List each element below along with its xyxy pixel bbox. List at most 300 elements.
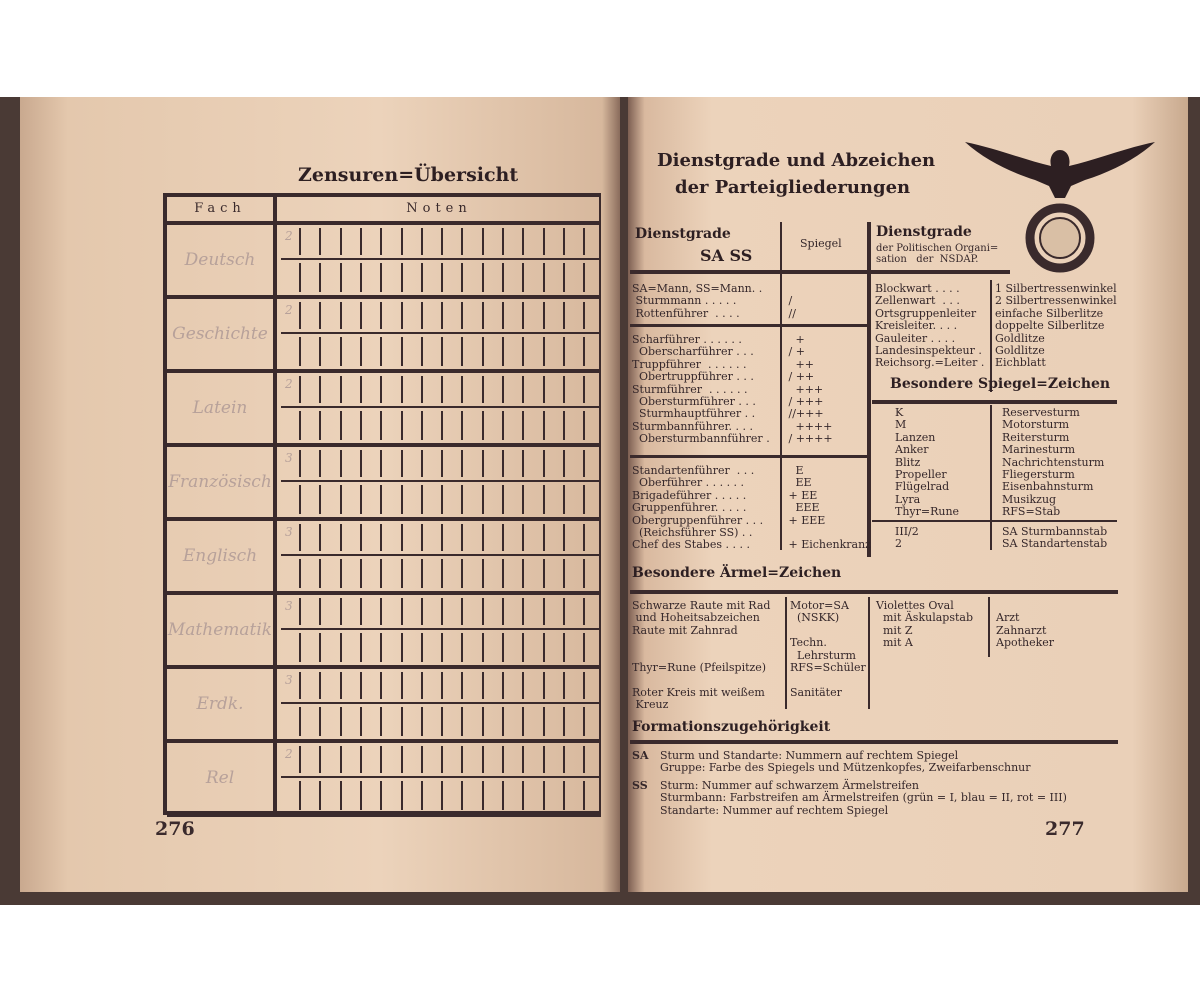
grade-cells[interactable] <box>281 704 601 739</box>
grade-cell-divider <box>563 746 565 773</box>
grade-cell-divider <box>482 376 484 403</box>
grades-title: Zensuren=Übersicht <box>298 164 519 186</box>
grade-cells[interactable] <box>281 260 601 295</box>
insignia-title-line2: der Parteigliederungen <box>675 177 911 198</box>
grade-cell-divider <box>340 228 342 255</box>
sa-ranks-group-3: Standartenführer . . . Oberführer . . . . . . Brigadeführer . . . . . Gruppenführer. . . . . Obergruppenführer . . . (Reichsführer SS) . . Chef des Stabes . . . . <box>632 464 764 552</box>
grade-cell-divider <box>319 781 321 810</box>
grade-cell-divider <box>421 707 423 736</box>
grade-cell-divider <box>522 263 524 292</box>
grade-cell-divider <box>360 263 362 292</box>
grade-cell-divider <box>380 559 382 588</box>
grade-cell-divider <box>360 228 362 255</box>
grade-cell-divider <box>360 337 362 366</box>
grade-cell-divider <box>563 337 565 366</box>
sleeve-heading: Besondere Ärmel=Zeichen <box>632 565 842 581</box>
grade-cell-divider <box>380 598 382 625</box>
insignia-title-line1: Dienstgrade und Abzeichen <box>657 150 936 171</box>
grade-cell-divider <box>360 524 362 551</box>
subject-row <box>167 447 601 521</box>
grade-cell-divider <box>482 485 484 514</box>
grade-cell-divider <box>522 485 524 514</box>
grade-cell-divider <box>543 707 545 736</box>
grade-cell-divider <box>319 524 321 551</box>
spiegel-header: Spiegel <box>800 237 842 250</box>
grade-cell-divider <box>563 450 565 477</box>
grade-cell-divider <box>380 781 382 810</box>
grade-value: 2 <box>285 229 293 243</box>
grade-cell-divider <box>340 746 342 773</box>
grade-cell-divider <box>380 485 382 514</box>
formation-ss-label: SS <box>632 779 648 792</box>
grade-cell-divider <box>299 633 301 662</box>
grade-cell-divider <box>380 707 382 736</box>
subject-row <box>167 225 601 299</box>
grade-cell-divider <box>522 376 524 403</box>
grade-cell-divider <box>421 450 423 477</box>
grade-cell-divider <box>401 781 403 810</box>
sa-header-rule <box>630 270 868 274</box>
grade-cell-divider <box>360 485 362 514</box>
grade-cell-divider <box>522 672 524 699</box>
grade-cell-divider <box>319 672 321 699</box>
grade-cell-divider <box>421 559 423 588</box>
grade-cell-divider <box>421 376 423 403</box>
grade-cell-divider <box>319 633 321 662</box>
staff-signs: III/2 2 <box>895 525 919 551</box>
grade-cell-divider <box>583 746 585 773</box>
grade-cell-divider <box>299 524 301 551</box>
grade-cell-divider <box>380 450 382 477</box>
grade-cell-divider <box>502 450 504 477</box>
grade-cell-divider <box>543 411 545 440</box>
grade-cell-divider <box>441 485 443 514</box>
grade-value: 2 <box>285 747 293 761</box>
grade-cell-divider <box>502 633 504 662</box>
grade-cell-divider <box>543 450 545 477</box>
grade-cells[interactable] <box>281 447 601 482</box>
sa-spiegel-group-1: / // <box>788 294 796 320</box>
grade-cells[interactable] <box>281 743 601 778</box>
grade-cell-divider <box>401 302 403 329</box>
grade-cell-divider <box>360 302 362 329</box>
grade-cell-divider <box>299 746 301 773</box>
grade-cell-divider <box>482 746 484 773</box>
grade-cell-divider <box>522 450 524 477</box>
grade-cells[interactable] <box>281 630 601 665</box>
grade-cell-divider <box>583 559 585 588</box>
grade-cell-divider <box>340 411 342 440</box>
grade-cell-divider <box>401 485 403 514</box>
sleeve-col-4: Arzt Zahnarzt Apotheker <box>996 611 1055 650</box>
grade-cell-divider <box>583 411 585 440</box>
sa-spiegel-group-3: E EE + EE EEE + EEE + Eichenkranz <box>788 464 871 552</box>
grade-cell-divider <box>461 598 463 625</box>
grade-cell-divider <box>360 633 362 662</box>
grade-cell-divider <box>563 672 565 699</box>
grade-cell-divider <box>401 263 403 292</box>
grade-cell-divider <box>299 559 301 588</box>
grade-cell-divider <box>502 559 504 588</box>
grade-cells[interactable] <box>281 556 601 591</box>
subject-name: Geschichte <box>167 299 277 369</box>
grade-cells[interactable] <box>281 521 601 556</box>
subject-name: Latein <box>167 373 277 443</box>
grade-cell-divider <box>563 376 565 403</box>
grade-cell-divider <box>441 707 443 736</box>
grade-cells[interactable] <box>281 225 601 260</box>
spiegel-signs-rule <box>990 405 992 550</box>
grade-cell-divider <box>340 376 342 403</box>
grade-cell-divider <box>340 633 342 662</box>
grade-cell-divider <box>441 524 443 551</box>
grades-table <box>163 193 601 815</box>
subject-row <box>167 743 601 817</box>
grade-cell-divider <box>441 302 443 329</box>
grade-cell-divider <box>380 524 382 551</box>
grade-cell-divider <box>583 707 585 736</box>
grade-cell-divider <box>401 228 403 255</box>
grade-cell-divider <box>502 302 504 329</box>
grade-cell-divider <box>461 746 463 773</box>
grade-cell-divider <box>401 598 403 625</box>
grade-cell-divider <box>401 672 403 699</box>
grade-value: 2 <box>285 377 293 391</box>
sleeve-col-1: Schwarze Raute mit Rad und Hoheitsabzeichen Raute mit Zahnrad Thyr=Rune (Pfeilspitze) Roter Kreis mit weißem Kreuz <box>632 599 771 712</box>
grade-cell-divider <box>522 228 524 255</box>
grade-value: 2 <box>285 303 293 317</box>
grade-cells[interactable] <box>281 334 601 369</box>
grade-cell-divider <box>563 228 565 255</box>
grade-cell-divider <box>441 411 443 440</box>
grade-cell-divider <box>482 450 484 477</box>
grade-value: 3 <box>285 599 293 613</box>
formation-sa-label: SA <box>632 749 649 762</box>
grade-cell-divider <box>583 450 585 477</box>
grade-cell-divider <box>583 485 585 514</box>
grade-cell-divider <box>502 228 504 255</box>
grade-cell-divider <box>502 598 504 625</box>
grade-cell-divider <box>482 633 484 662</box>
sleeve-col-rule-1 <box>785 597 787 709</box>
grade-cell-divider <box>319 376 321 403</box>
grade-cell-divider <box>360 376 362 403</box>
grade-cell-divider <box>583 781 585 810</box>
grade-cell-divider <box>543 672 545 699</box>
grade-cell-divider <box>522 707 524 736</box>
sleeve-col-3: Violettes Oval mit Äskulapstab mit Z mit A <box>876 599 973 650</box>
spiegel-meanings: Reservesturm Motorsturm Reitersturm Marinesturm Nachrichtensturm Fliegersturm Eisenbahnsturm Musikzug RFS=Stab <box>1002 406 1105 519</box>
subject-column-header: Fach <box>167 197 277 225</box>
grade-cell-divider <box>563 302 565 329</box>
grade-cell-divider <box>563 485 565 514</box>
spiegel-signs: K M Lanzen Anker Blitz Propeller Flügelrad Lyra Thyr=Rune <box>895 406 960 519</box>
grade-cell-divider <box>522 598 524 625</box>
grade-cell-divider <box>522 633 524 662</box>
grade-cell-divider <box>340 672 342 699</box>
grade-cell-divider <box>360 598 362 625</box>
sleeve-rule <box>630 590 1118 594</box>
grade-cell-divider <box>380 746 382 773</box>
grade-cells[interactable] <box>281 373 601 408</box>
grade-cell-divider <box>319 598 321 625</box>
grade-cell-divider <box>340 598 342 625</box>
grade-cell-divider <box>360 707 362 736</box>
grade-cell-divider <box>380 263 382 292</box>
grade-cell-divider <box>299 598 301 625</box>
grade-cell-divider <box>401 746 403 773</box>
grade-cell-divider <box>319 302 321 329</box>
grade-cell-divider <box>502 746 504 773</box>
grade-cell-divider <box>401 524 403 551</box>
grade-cell-divider <box>461 376 463 403</box>
grade-cell-divider <box>360 450 362 477</box>
grade-cell-divider <box>461 263 463 292</box>
grade-cell-divider <box>543 559 545 588</box>
grade-cell-divider <box>421 781 423 810</box>
grade-cell-divider <box>360 411 362 440</box>
grade-cells[interactable] <box>281 669 601 704</box>
subject-name: Französisch <box>167 447 277 517</box>
grade-cell-divider <box>461 781 463 810</box>
grades-column-header: Noten <box>277 197 601 225</box>
grade-cell-divider <box>522 746 524 773</box>
subject-name: Mathematik <box>167 595 277 665</box>
sa-section-rule-2 <box>630 455 868 458</box>
grade-cell-divider <box>340 524 342 551</box>
grade-cell-divider <box>543 524 545 551</box>
grade-cell-divider <box>522 524 524 551</box>
grade-cell-divider <box>461 485 463 514</box>
grade-cell-divider <box>319 337 321 366</box>
grade-cell-divider <box>421 633 423 662</box>
grade-cell-divider <box>421 524 423 551</box>
grade-cell-divider <box>482 263 484 292</box>
grade-cell-divider <box>299 411 301 440</box>
grade-cell-divider <box>380 672 382 699</box>
grade-cell-divider <box>502 524 504 551</box>
grade-cell-divider <box>340 263 342 292</box>
spiegel-heading: Besondere Spiegel=Zeichen <box>890 376 1111 392</box>
subject-row <box>167 299 601 373</box>
grade-cell-divider <box>461 524 463 551</box>
grade-value: 3 <box>285 673 293 687</box>
grade-cell-divider <box>299 485 301 514</box>
grade-cell-divider <box>421 746 423 773</box>
po-header-sub: der Politischen Organi= sation der NSDAP. <box>876 243 999 265</box>
grade-cell-divider <box>380 411 382 440</box>
grade-cell-divider <box>421 598 423 625</box>
grade-cell-divider <box>360 746 362 773</box>
sleeve-col-2: Motor=SA (NSKK) Techn. Lehrsturm RFS=Schüler Sanitäter <box>790 599 866 699</box>
grade-cell-divider <box>482 411 484 440</box>
grade-cell-divider <box>583 524 585 551</box>
subject-name: Erdk. <box>167 669 277 739</box>
grade-cell-divider <box>543 485 545 514</box>
grade-cell-divider <box>563 263 565 292</box>
grade-cell-divider <box>522 781 524 810</box>
sa-ss-header: SA SS <box>700 246 753 265</box>
grade-cell-divider <box>319 559 321 588</box>
grade-cell-divider <box>482 559 484 588</box>
subject-name: Englisch <box>167 521 277 591</box>
grade-cell-divider <box>563 633 565 662</box>
grade-cell-divider <box>583 302 585 329</box>
grade-cell-divider <box>543 376 545 403</box>
grade-cell-divider <box>360 781 362 810</box>
grade-cell-divider <box>502 376 504 403</box>
subject-row <box>167 595 601 669</box>
subject-row <box>167 669 601 743</box>
grade-cell-divider <box>421 672 423 699</box>
grade-cell-divider <box>340 302 342 329</box>
staff-rule <box>872 520 1117 522</box>
grade-cell-divider <box>340 450 342 477</box>
grade-cell-divider <box>421 485 423 514</box>
grade-cell-divider <box>340 559 342 588</box>
spiegel-heading-rule <box>872 400 1117 404</box>
grade-cell-divider <box>583 672 585 699</box>
grade-cell-divider <box>380 302 382 329</box>
grade-cell-divider <box>299 228 301 255</box>
grade-cell-divider <box>299 707 301 736</box>
po-ranks: Blockwart . . . . Zellenwart . . . Ortsgruppenleiter Kreisleiter. . . . Gauleiter . . . . Landesinspekteur . Reichsorg.=Leiter . <box>875 282 985 370</box>
grade-cell-divider <box>319 411 321 440</box>
grade-cell-divider <box>543 598 545 625</box>
grade-cell-divider <box>563 781 565 810</box>
sa-ranks-group-1: SA=Mann, SS=Mann. . Sturmmann . . . . . Rottenführer . . . . <box>632 282 763 320</box>
grade-cell-divider <box>340 781 342 810</box>
grade-cell-divider <box>319 450 321 477</box>
grade-cell-divider <box>482 524 484 551</box>
grade-cell-divider <box>441 228 443 255</box>
grade-cell-divider <box>522 559 524 588</box>
grade-cells[interactable] <box>281 408 601 443</box>
grade-cell-divider <box>502 411 504 440</box>
grade-cell-divider <box>401 376 403 403</box>
grade-cell-divider <box>543 633 545 662</box>
grade-cell-divider <box>299 781 301 810</box>
grade-cell-divider <box>340 707 342 736</box>
grade-cell-divider <box>482 781 484 810</box>
grade-cell-divider <box>441 337 443 366</box>
grade-cell-divider <box>441 450 443 477</box>
sleeve-col-rule-2 <box>868 597 870 709</box>
sa-ranks-group-2: Scharführer . . . . . . Oberscharführer . . . Truppführer . . . . . . Obertruppführer . . . Sturmführer . . . . . . Obersturmführer . . . Sturmhauptführer . . Sturmbannführer. . . . Obersturmbannführer . <box>632 333 770 446</box>
po-header-rule <box>870 270 1010 274</box>
grade-cell-divider <box>360 559 362 588</box>
grade-cell-divider <box>563 559 565 588</box>
grade-cell-divider <box>401 559 403 588</box>
po-insignia: 1 Silbertressenwinkel 2 Silbertressenwinkel einfache Silberlitze doppelte Silberlitze Goldlitze Goldlitze Eichblatt <box>995 282 1117 370</box>
formation-rule <box>630 740 1118 744</box>
grade-cell-divider <box>502 485 504 514</box>
sa-header: Dienstgrade <box>635 226 731 242</box>
page-number-right: 277 <box>1045 818 1085 840</box>
subject-name: Deutsch <box>167 225 277 295</box>
grade-cell-divider <box>319 228 321 255</box>
grade-cell-divider <box>461 672 463 699</box>
grade-cells[interactable] <box>281 299 601 334</box>
grade-cell-divider <box>583 337 585 366</box>
grade-cell-divider <box>441 263 443 292</box>
grade-cell-divider <box>401 411 403 440</box>
grade-cell-divider <box>563 598 565 625</box>
grade-cell-divider <box>563 707 565 736</box>
grade-cell-divider <box>502 337 504 366</box>
grade-cell-divider <box>482 302 484 329</box>
grade-cell-divider <box>441 559 443 588</box>
grade-cell-divider <box>441 746 443 773</box>
grade-cell-divider <box>421 263 423 292</box>
grade-cell-divider <box>461 633 463 662</box>
formation-heading: Formationszugehörigkeit <box>632 719 831 735</box>
grade-cell-divider <box>319 485 321 514</box>
grade-cell-divider <box>522 411 524 440</box>
grade-cell-divider <box>461 302 463 329</box>
grade-cell-divider <box>319 263 321 292</box>
formation-ss: Sturm: Nummer auf schwarzem Ärmelstreifen Sturmbann: Farbstreifen am Ärmelstreifen (grün = I, blau = II, rot = III) Standarte: Nummer auf rechtem Spiegel <box>660 779 1067 817</box>
grade-cell-divider <box>502 781 504 810</box>
grade-cell-divider <box>502 672 504 699</box>
grade-cell-divider <box>299 450 301 477</box>
grade-cell-divider <box>543 337 545 366</box>
grade-cell-divider <box>482 337 484 366</box>
grade-cell-divider <box>319 707 321 736</box>
grade-cell-divider <box>583 376 585 403</box>
grade-cell-divider <box>482 672 484 699</box>
grade-cell-divider <box>563 411 565 440</box>
grade-cell-divider <box>543 228 545 255</box>
subject-name: Rel <box>167 743 277 813</box>
grade-cell-divider <box>441 376 443 403</box>
grade-value: 3 <box>285 451 293 465</box>
grade-cell-divider <box>421 411 423 440</box>
grade-cells[interactable] <box>281 482 601 517</box>
grade-cell-divider <box>543 781 545 810</box>
grade-cell-divider <box>583 228 585 255</box>
grade-cell-divider <box>380 633 382 662</box>
sa-section-rule-1 <box>630 324 868 327</box>
grade-cell-divider <box>340 337 342 366</box>
grade-cell-divider <box>482 228 484 255</box>
grade-cell-divider <box>543 746 545 773</box>
grade-cell-divider <box>543 263 545 292</box>
grade-cell-divider <box>380 337 382 366</box>
grade-cell-divider <box>299 263 301 292</box>
grade-cell-divider <box>360 672 362 699</box>
grade-cell-divider <box>583 598 585 625</box>
grade-cell-divider <box>461 559 463 588</box>
grade-cell-divider <box>401 633 403 662</box>
grade-cell-divider <box>421 337 423 366</box>
subject-row <box>167 521 601 595</box>
grade-cell-divider <box>401 450 403 477</box>
grade-cell-divider <box>380 228 382 255</box>
sa-spiegel-group-2: + / + ++ / ++ +++ / +++ //+++ ++++ / ++++ <box>788 333 833 446</box>
grade-cells[interactable] <box>281 595 601 630</box>
grade-cell-divider <box>502 263 504 292</box>
grade-cell-divider <box>441 672 443 699</box>
grade-cell-divider <box>380 376 382 403</box>
subject-row <box>167 373 601 447</box>
grade-cell-divider <box>299 302 301 329</box>
grade-cell-divider <box>441 781 443 810</box>
grade-cell-divider <box>401 707 403 736</box>
grade-cell-divider <box>299 376 301 403</box>
grade-cells[interactable] <box>281 778 601 813</box>
grade-cell-divider <box>340 485 342 514</box>
